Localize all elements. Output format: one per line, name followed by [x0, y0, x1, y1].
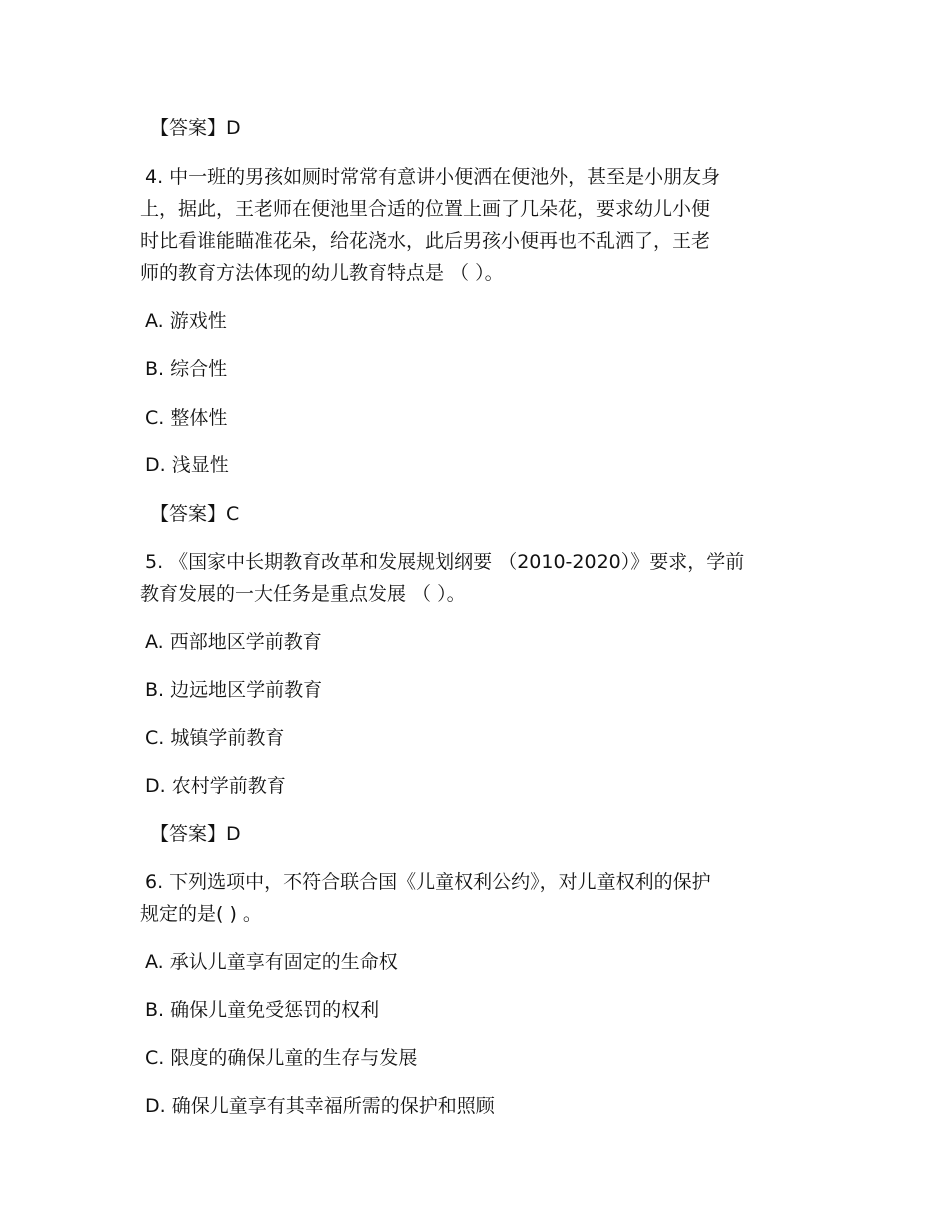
- question-6-line-2: 规定的是( ) 。: [140, 903, 262, 925]
- question-5-option-a: A. 西部地区学前教育: [145, 631, 322, 653]
- question-6-option-c: C. 限度的确保儿童的生存与发展: [145, 1047, 418, 1069]
- question-4-option-b: B. 综合性: [145, 358, 228, 380]
- question-4-line-1: 4. 中一班的男孩如厕时常常有意讲小便洒在便池外，甚至是小朋友身: [145, 166, 721, 188]
- answer-4: 【答案】C: [150, 503, 240, 525]
- question-4-option-c: C. 整体性: [145, 407, 228, 429]
- question-6-option-d: D. 确保儿童享有其幸福所需的保护和照顾: [145, 1095, 495, 1117]
- answer-3: 【答案】D: [150, 117, 241, 139]
- question-4-option-a: A. 游戏性: [145, 310, 227, 332]
- question-4-line-2: 上，据此，王老师在便池里合适的位置上画了几朵花，要求幼儿小便: [140, 198, 711, 220]
- answer-5: 【答案】D: [150, 823, 241, 845]
- question-6-option-a: A. 承认儿童享有固定的生命权: [145, 951, 398, 973]
- question-4-option-d: D. 浅显性: [145, 454, 229, 476]
- question-5-option-d: D. 农村学前教育: [145, 775, 286, 797]
- question-6-option-b: B. 确保儿童免受惩罚的权利: [145, 999, 380, 1021]
- question-5-line-2: 教育发展的一大任务是重点发展 （ ）。: [140, 583, 466, 605]
- question-4-line-4: 师的教育方法体现的幼儿教育特点是 （ ）。: [140, 262, 504, 284]
- question-5-option-b: B. 边远地区学前教育: [145, 679, 323, 701]
- question-6-line-1: 6. 下列选项中，不符合联合国《儿童权利公约》，对儿童权利的保护: [145, 871, 711, 893]
- question-4-line-3: 时比看谁能瞄准花朵，给花浇水，此后男孩小便再也不乱洒了，王老: [140, 230, 711, 252]
- question-5-option-c: C. 城镇学前教育: [145, 727, 285, 749]
- question-5-line-1: 5. 《国家中长期教育改革和发展规划纲要 （2010-2020）》要求，学前: [145, 551, 745, 573]
